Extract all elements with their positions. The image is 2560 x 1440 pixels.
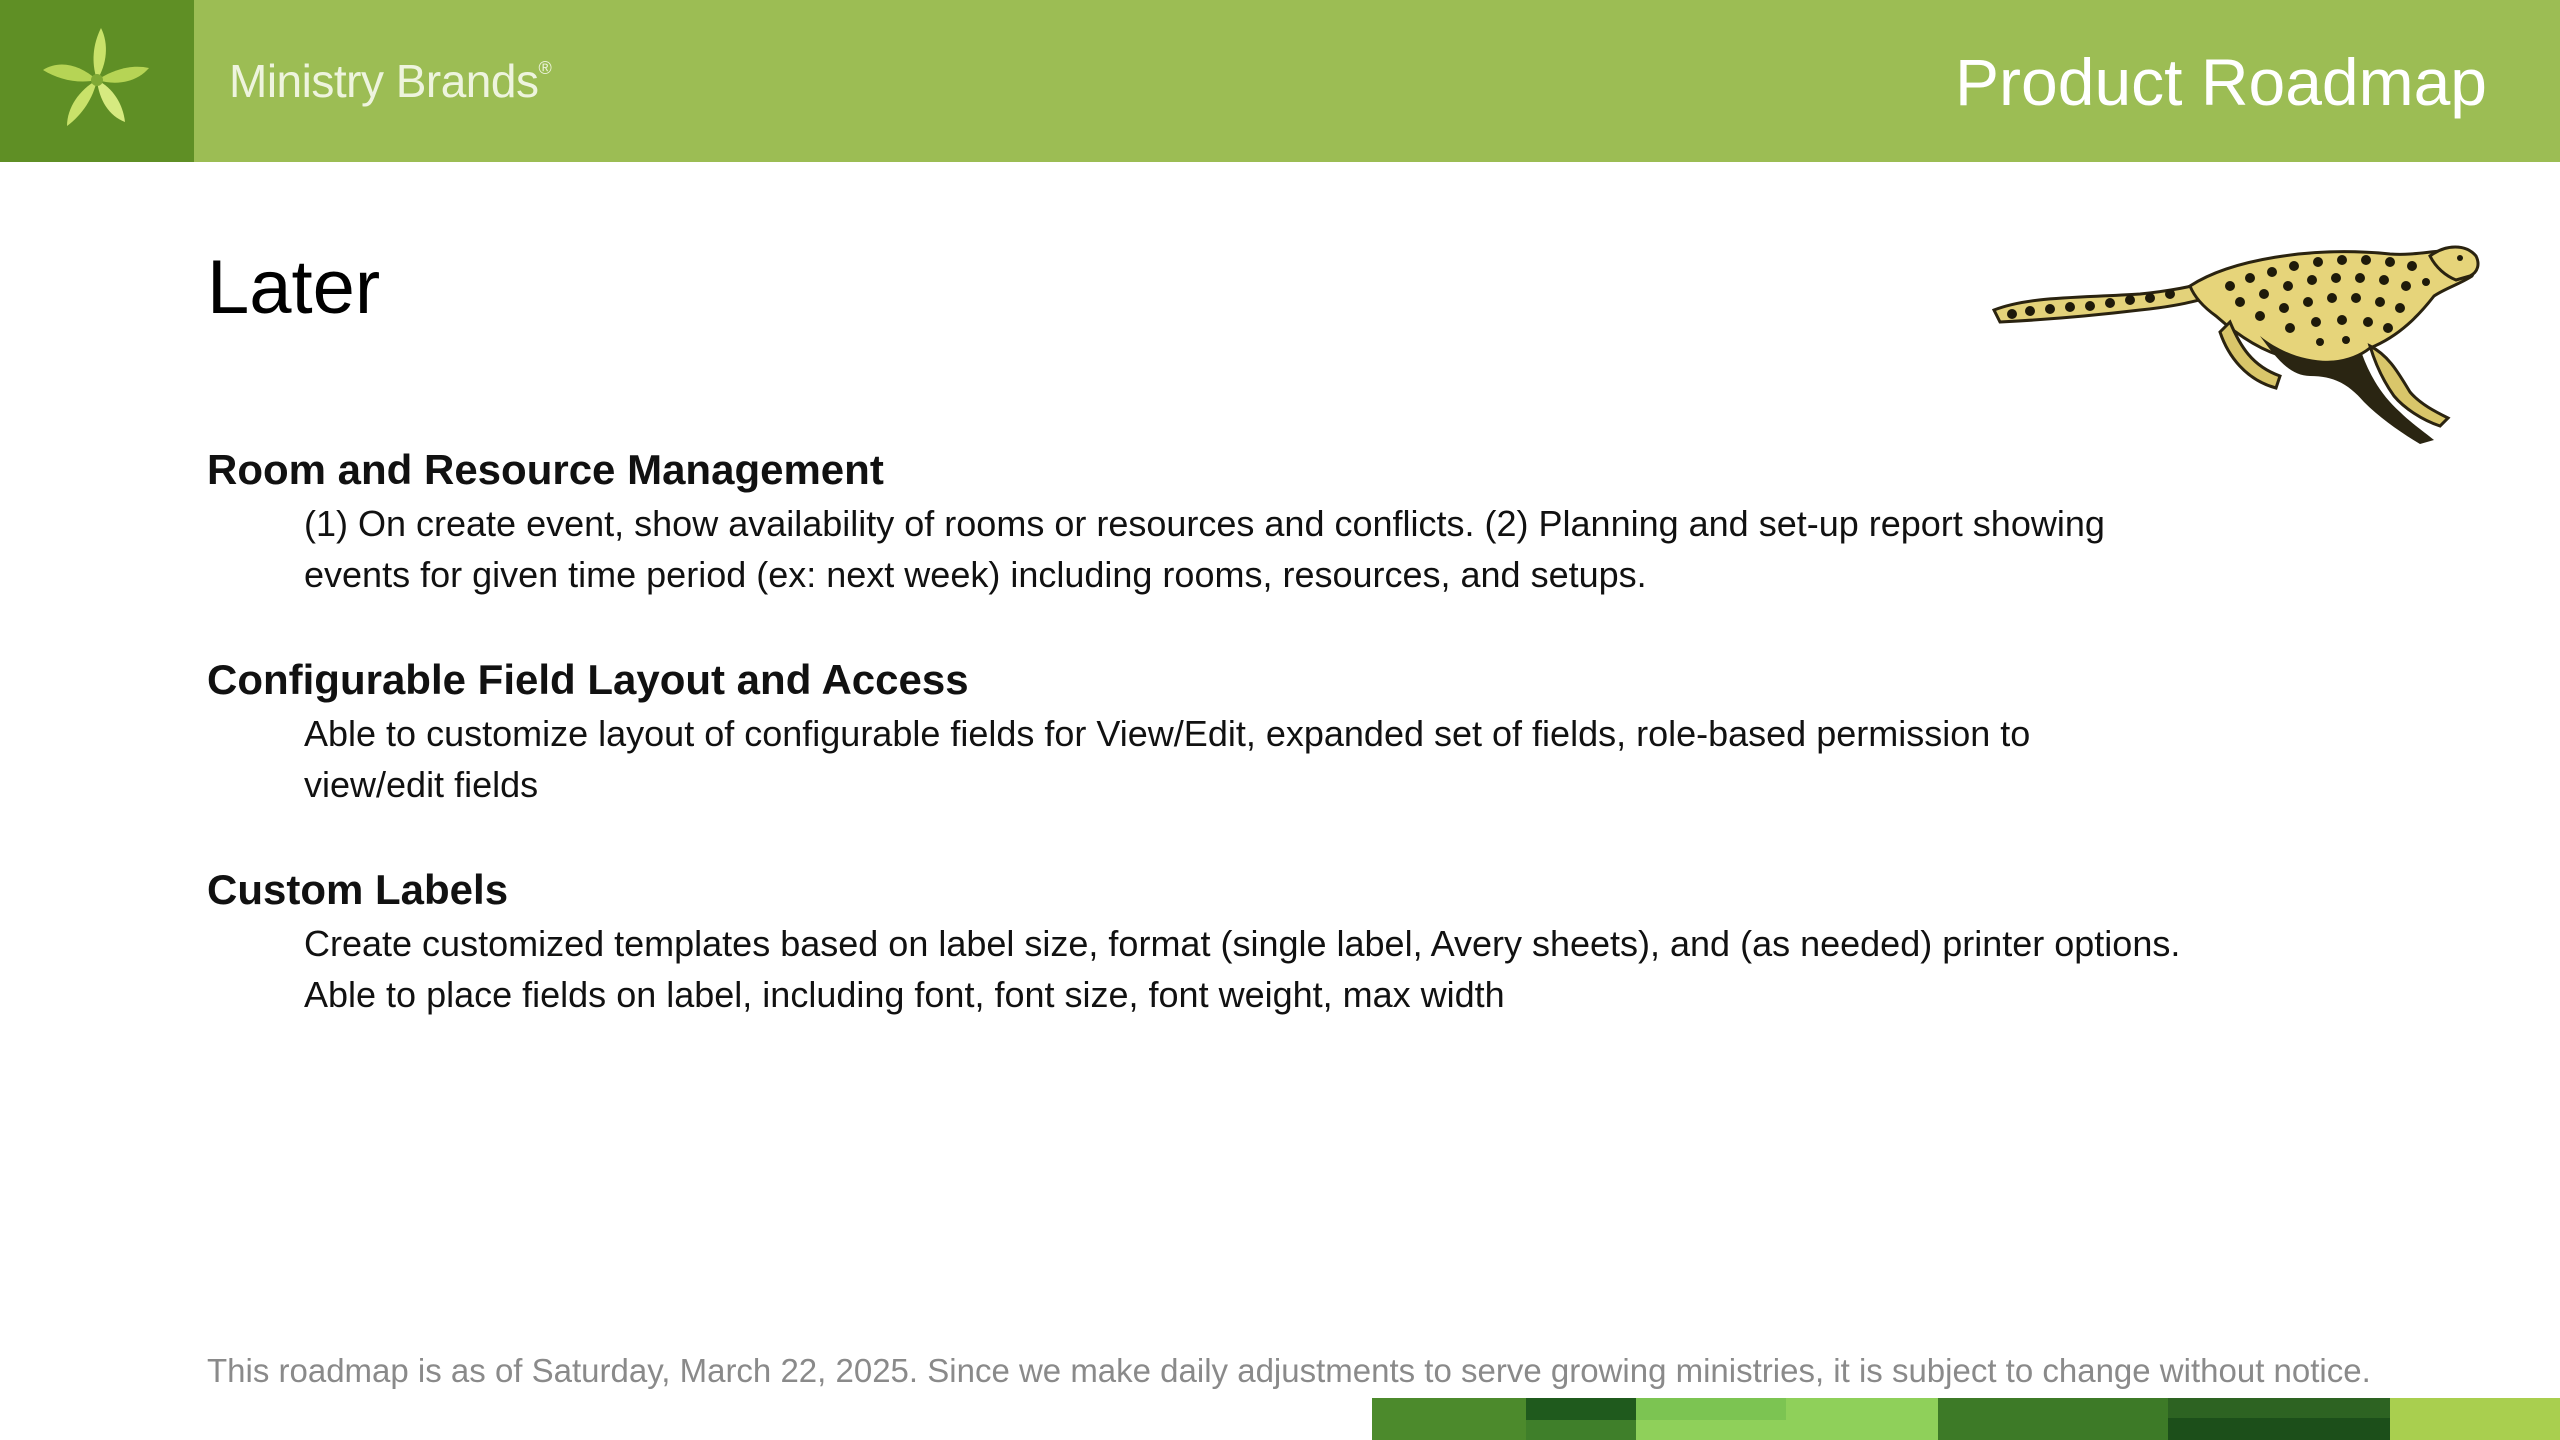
item-heading: Room and Resource Management: [207, 446, 884, 493]
item-description-line: events for given time period (ex: next week) including rooms, resources, and setups.: [304, 554, 1647, 595]
item-description-line: Create customized templates based on label size, format (single label, Avery sheets), and (as needed) printer options.: [304, 923, 2181, 964]
roadmap-item: [207, 652, 2457, 810]
item-description-line: view/edit fields: [304, 764, 539, 805]
running-cheetah-image: [1990, 236, 2480, 448]
item-description: [304, 498, 2314, 600]
brand-name: Ministry Brands®: [229, 55, 552, 107]
footer-color-bar: [1372, 1398, 2560, 1440]
header-title: Product Roadmap: [1955, 45, 2487, 119]
item-description-line: (1) On create event, show availability of rooms or resources and conflicts. (2) Planning and set-up report showing: [304, 503, 2105, 544]
item-heading: Custom Labels: [207, 866, 509, 913]
logo: [0, 0, 194, 162]
item-description: [304, 708, 2314, 810]
item-description-line: Able to customize layout of configurable fields for View/Edit, expanded set of fields, role-based permission to: [304, 713, 2031, 754]
header-bar: [0, 0, 2560, 162]
leaf-pinwheel-icon: [32, 22, 162, 142]
item-heading: Configurable Field Layout and Access: [207, 656, 969, 703]
roadmap-items: [207, 442, 2457, 1072]
roadmap-item: [207, 442, 2457, 600]
item-description: [304, 918, 2314, 1020]
roadmap-item: [207, 862, 2457, 1020]
section-title: Later: [207, 245, 381, 330]
item-description-line: Able to place fields on label, including font, font size, font weight, max width: [304, 974, 1505, 1015]
footer-disclaimer: This roadmap is as of Saturday, March 22, 2025. Since we make daily adjustments to serve growing ministries, it is subject to change without notice.: [207, 1352, 2371, 1389]
